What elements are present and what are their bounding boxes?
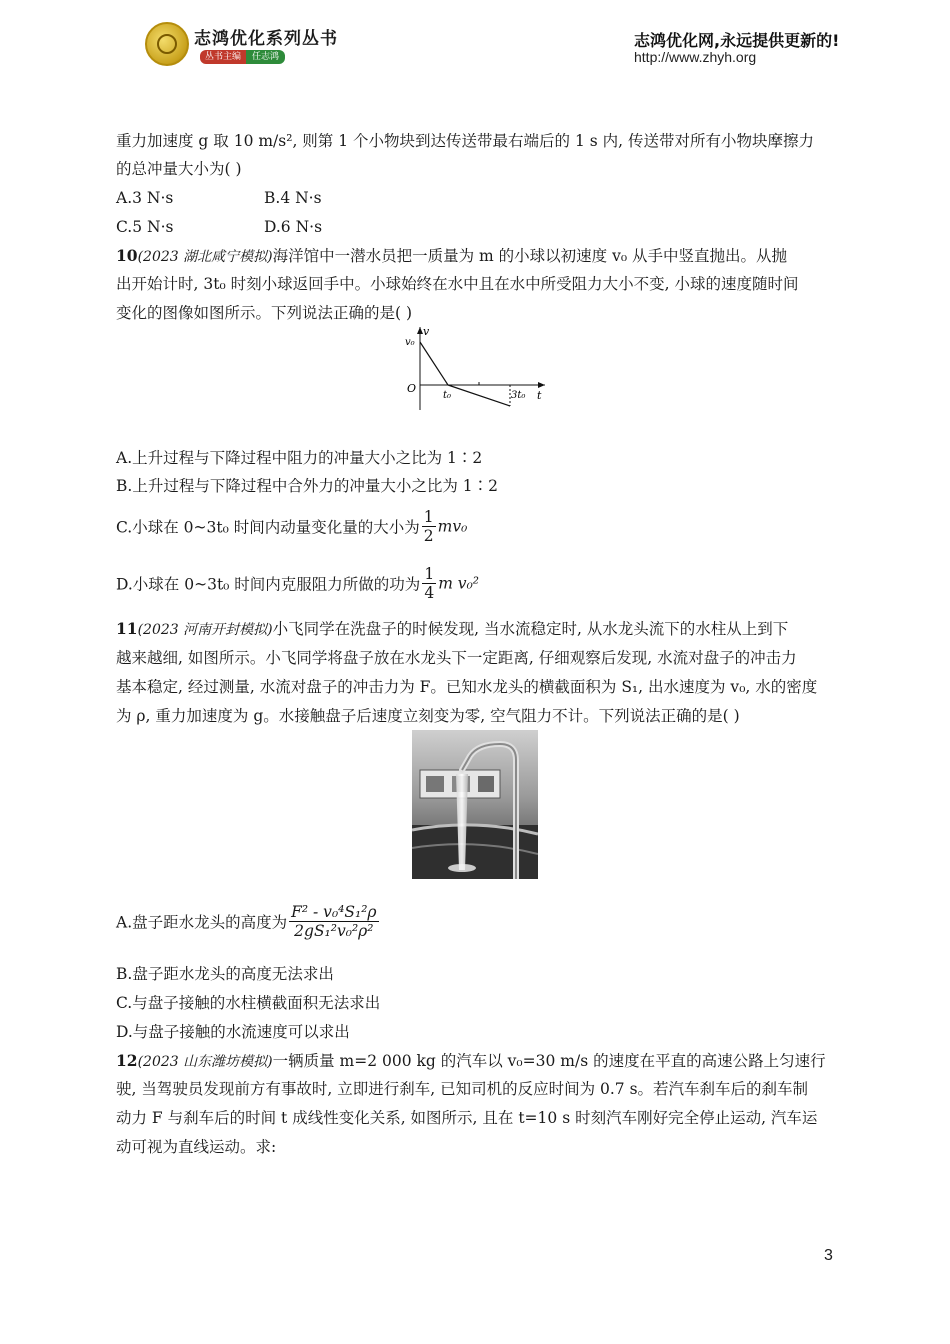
series-title: 志鸿优化系列丛书 xyxy=(194,29,338,49)
site-url: http://www.zhyh.org xyxy=(634,49,757,65)
q11-source: (2023 河南开封模拟) xyxy=(137,622,273,638)
q11-line-4: 为 ρ, 重力加速度为 g。水接触盘子后速度立刻变为零, 空气阻力不计。下列说法正确的是( ) xyxy=(116,707,740,725)
q11-number: 11 xyxy=(116,619,138,638)
q10-vt-graph xyxy=(395,322,555,410)
q10-option-a: A.上升过程与下降过程中阻力的冲量大小之比为 1∶2 xyxy=(116,449,483,467)
q11-option-a-fraction xyxy=(289,903,378,940)
q10-option-c-tail: mv₀ xyxy=(437,517,468,536)
q12-number: 12 xyxy=(116,1051,138,1070)
q9-option-c: C.5 N·s xyxy=(116,218,174,236)
editor-badge xyxy=(200,50,285,64)
q10-line-2: 出开始计时, 3t₀ 时刻小球返回手中。小球始终在水中且在水中所受阻力大小不变, 小球的速度随时间 xyxy=(116,275,799,293)
q10-option-c-denominator: 2 xyxy=(423,527,434,545)
q9-option-b: B.4 N·s xyxy=(264,189,322,207)
q12-line-4: 动可视为直线运动。求: xyxy=(116,1138,277,1156)
q9-line-1: 重力加速度 g 取 10 m/s², 则第 1 个小物块到达传送带最右端后的 1 s 内, 传送带对所有小物块摩擦力 xyxy=(116,132,814,150)
q11-option-a-denominator: 2gS₁²v₀²ρ² xyxy=(294,922,374,940)
q10-3t0-label: 3t₀ xyxy=(511,390,526,401)
q10-origin-label: O xyxy=(407,382,417,395)
page-number: 3 xyxy=(824,1247,833,1264)
q10-option-d-denominator: 4 xyxy=(424,584,435,602)
q10-option-d-text: D.小球在 0~3t₀ 时间内克服阻力所做的功为 xyxy=(116,575,421,594)
q10-line-1-text: 海洋馆中一潜水员把一质量为 m 的小球以初速度 v₀ 从手中竖直抛出。从抛 xyxy=(272,247,787,265)
q12-line-1 xyxy=(116,1050,826,1073)
q11-line-3: 基本稳定, 经过测量, 水流对盘子的冲击力为 F。已知水龙头的横截面积为 S₁, 出水速度为 v₀, 水的密度 xyxy=(116,678,818,696)
q10-line-3: 变化的图像如图所示。下列说法正确的是( ) xyxy=(116,304,413,322)
q10-option-d-numerator: 1 xyxy=(424,565,435,583)
q11-option-a xyxy=(116,903,381,940)
q10-source: (2023 湖北咸宁模拟) xyxy=(137,249,273,265)
q9-option-a: A.3 N·s xyxy=(116,189,174,207)
q10-option-d-tail: m v₀² xyxy=(438,574,479,593)
q10-option-d-fraction xyxy=(422,565,436,602)
q11-option-a-numerator: F² - v₀⁴S₁²ρ xyxy=(291,903,377,921)
faucet-photo xyxy=(412,730,538,879)
q10-option-b: B.上升过程与下降过程中合外力的冲量大小之比为 1∶2 xyxy=(116,477,498,495)
q11-line-1-text: 小飞同学在洗盘子的时候发现, 当水流稳定时, 从水龙头流下的水柱从上到下 xyxy=(272,620,789,638)
q11-line-1 xyxy=(116,618,788,641)
q10-v-axis-label: v xyxy=(423,325,430,338)
q12-source: (2023 山东潍坊模拟) xyxy=(137,1054,273,1070)
q10-number: 10 xyxy=(116,246,138,265)
q10-option-c xyxy=(116,508,467,545)
q10-t0-label: t₀ xyxy=(443,390,452,401)
q11-option-c: C.与盘子接触的水柱横截面积无法求出 xyxy=(116,994,381,1012)
q10-v0-label: v₀ xyxy=(405,337,415,348)
page-header xyxy=(0,0,950,82)
site-slogan: 志鸿优化网,永远提供更新的! xyxy=(634,31,840,50)
q10-option-c-numerator: 1 xyxy=(423,508,434,526)
q12-line-3: 动力 F 与刹车后的时间 t 成线性变化关系, 如图所示, 且在 t=10 s 时刻汽车刚好完全停止运动, 汽车运 xyxy=(116,1109,818,1127)
q11-option-d: D.与盘子接触的水流速度可以求出 xyxy=(116,1023,350,1041)
q10-option-c-fraction xyxy=(422,508,436,545)
editor-badge-label: 丛书主编 xyxy=(200,50,246,64)
series-logo-icon xyxy=(145,22,189,66)
editor-badge-name: 任志鸿 xyxy=(246,50,285,64)
q10-rise-segment xyxy=(420,342,448,385)
q10-option-d xyxy=(116,565,479,602)
q10-fall-segment xyxy=(448,385,510,406)
q10-t-axis-arrow-icon xyxy=(538,382,545,388)
q10-t-axis-label: t xyxy=(537,389,542,402)
q9-option-d: D.6 N·s xyxy=(264,218,323,236)
q9-line-2: 的总冲量大小为( ) xyxy=(116,160,242,178)
q12-line-1-text: 一辆质量 m=2 000 kg 的汽车以 v₀=30 m/s 的速度在平直的高速公路上匀速行 xyxy=(272,1052,826,1070)
q11-option-a-text: A.盘子距水龙头的高度为 xyxy=(116,913,288,932)
q12-line-2: 驶, 当驾驶员发现前方有事故时, 立即进行刹车, 已知司机的反应时间为 0.7 s。若汽车刹车后的刹车制 xyxy=(116,1080,809,1098)
q11-line-2: 越来越细, 如图所示。小飞同学将盘子放在水龙头下一定距离, 仔细观察后发现, 水流对盘子的冲击力 xyxy=(116,649,797,667)
q10-option-c-text: C.小球在 0~3t₀ 时间内动量变化量的大小为 xyxy=(116,518,420,537)
q10-line-1 xyxy=(116,245,787,268)
q11-option-b: B.盘子距水龙头的高度无法求出 xyxy=(116,965,334,983)
